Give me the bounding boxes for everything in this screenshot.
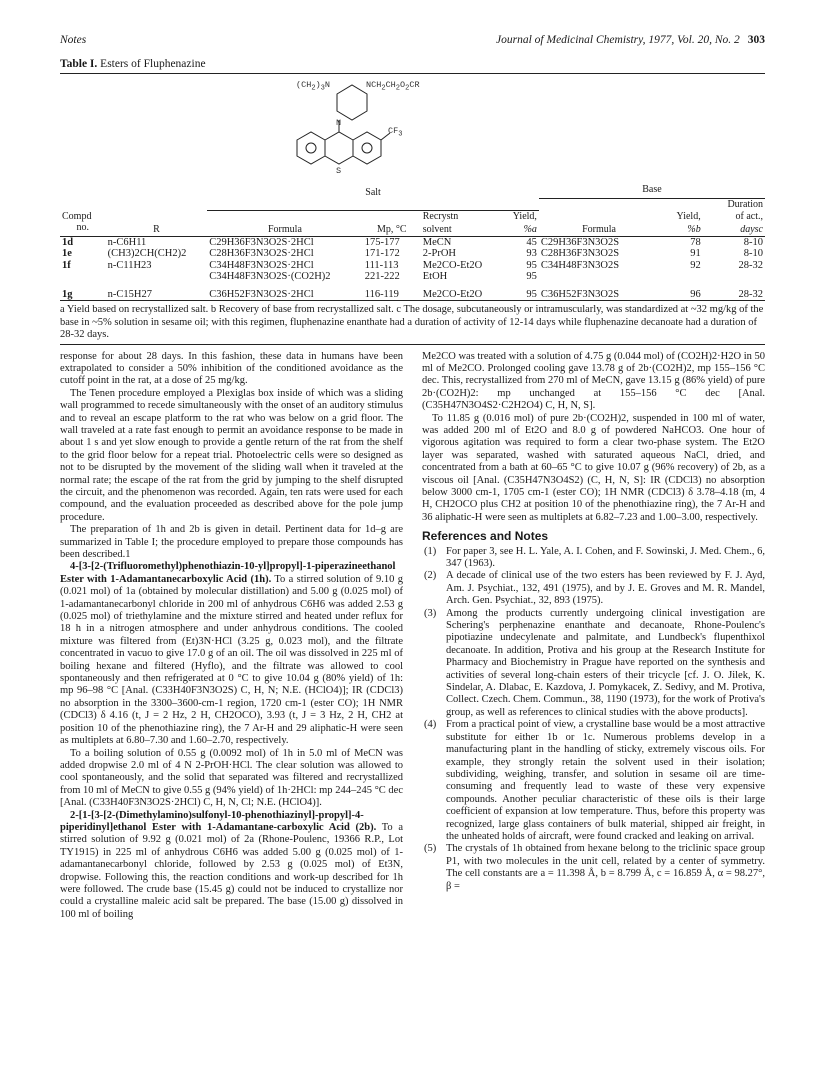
reference-text: From a practical point of view, a crystalline base would be a most attractive substitute for either 1b or 1c. Numerous problems develop in a manufacturing plant in the handling of sticky, extremely viscous oils. For example, they strongly retain the solvent used in their isolation; subdividing, weighing, transfer, and solution in sesame oil are time-consuming and frequently lead to waste of these very expensive compounds. Another peculiar characteristic of these oils is their large coefficient of expansion at low temperature. Thus, before this property was recognized, large glass containers of bulk material, shipped air freight, in the unheated holds of aircraft, were found cracked and leaking on arrival. (446, 719, 765, 842)
header-section: Notes (60, 34, 87, 46)
header-recrystn: Recrystn (422, 210, 459, 222)
structure-drawing (260, 80, 460, 184)
table-body (60, 236, 765, 300)
paragraph (422, 351, 765, 413)
cell-duration: 8-10 (743, 236, 763, 248)
cell-base-yield: 92 (690, 259, 701, 271)
cell-duration: 28-32 (738, 288, 763, 300)
cell-base-formula: C36H52F3N3O2S (540, 288, 620, 300)
structure-label-ester: $NCH_2CH_2O_2CR$ (366, 80, 420, 93)
table-footnote-rule (60, 344, 765, 345)
reference-item (422, 570, 765, 607)
paragraph (60, 351, 403, 388)
reference-item (422, 546, 765, 571)
cell-duration (703, 271, 765, 283)
paragraph-text: Me2CO was treated with a solution of 4.75 g (0.044 mol) of (CO2H)2·H2O in 50 ml of Me2CO. Prolonged cooling gave 13.78 g of 2b·(CO2H)2, mp 155–156 °C dec. This, recrystallized from 270 ml of MeCN, gave 13.15 g (86% yield) of pure 2b·(CO2H)2: mp unchanged at 155–156 °C dec [Anal. (C35H47N3O4S2·C2H2O4) C, H, N, S]. (422, 350, 765, 412)
reference-item (422, 843, 765, 893)
cell-r (106, 271, 208, 283)
reference-number: (4) (424, 719, 437, 731)
cell-mp: 171-172 (364, 248, 400, 259)
page-number: 303 (747, 34, 765, 46)
structure-label-chain: $(CH_2)_3N$ (296, 80, 331, 93)
paragraph-text: To a stirred solution of 9.92 g (0.021 mol) of 2a (Rhone-Poulenc, 19366 R.P., Lot TY1915) in 225 ml of anhydrous C6H6 was added 5.00 g (0.025 mol) of 1-adamantanecarbonyl chloride, followed by 2.53 g (0.025 mol) of Et3N, dropwise. Following this, the reaction conditions and work-up described for 1h were followed. The crude base (15.45 g) could not be induced to crystallize nor could a crystalline maleic acid salt be prepared. The base (15.00 g) dissolved in 100 ml of boiling (60, 821, 404, 920)
header-solvent: solvent (422, 224, 452, 235)
reference-item (422, 719, 765, 843)
paragraph (60, 524, 403, 561)
reference-text: The crystals of 1h obtained from hexane belong to the triclinic space group P1, with two molecules in the unit cell, related by a center of symmetry. The cell constants are a = 11.398 Å, b = 8.799 Å, c = 16.859 Å, α = 98.27°, β = (446, 843, 765, 892)
chemical-structure (60, 74, 765, 184)
table-header-row-2 (60, 222, 765, 236)
table-row (60, 260, 765, 272)
reference-text: A decade of clinical use of the two esters has been reviewed by F. J. Ayd, Am. J. Psychiat., 132, 491 (1975), and by J. E. Groves and M. R. Mandel, Arch. Gen. Psychiat., 32, 893 (1975). (446, 570, 765, 607)
paragraph-text: response for about 28 days. In this fashion, these data in humans have been extrapolated to consider a 50% inhibition of the conditioned avoidance as the cutoff point in the rat, at a dose of 25 mg/kg. (60, 350, 403, 387)
cell-yield: 45 (526, 236, 537, 248)
cell-duration: 8-10 (743, 248, 763, 259)
header-duration: Duration (727, 198, 763, 210)
cell-base-yield: 78 (690, 236, 701, 248)
cell-no: 1d (62, 236, 74, 248)
references-heading: References and Notes (422, 529, 549, 544)
header-journal: Journal of Medicinal Chemistry, 1977, Vol. 20, No. 2 303 (496, 34, 765, 46)
structure-label-n: N (336, 118, 342, 128)
cell-no: 1f (62, 259, 71, 271)
reference-item (422, 608, 765, 720)
references-list (422, 546, 765, 893)
cell-formula: C29H36F3N3O2S·2HCl (209, 236, 314, 248)
paragraph (60, 561, 403, 747)
header-base-yield: Yield, (676, 210, 701, 222)
header-yield-pct: %a (523, 224, 537, 235)
cell-no: 1e (62, 248, 72, 259)
cell-formula: C28H36F3N3O2S·2HCl (209, 248, 314, 259)
table-row (60, 283, 765, 301)
header-compd: Compd (62, 210, 92, 222)
page (60, 34, 765, 921)
cell-formula: C34H48F3N3O2S·(CO2H)2 (209, 271, 331, 282)
cell-r: n-C15H27 (107, 288, 152, 300)
table-title: Esters of Fluphenazine (100, 58, 206, 70)
cell-duration: 28-32 (738, 259, 763, 271)
reference-number: (1) (424, 545, 437, 557)
table-row (60, 248, 765, 260)
paragraph-heading: 2-[1-[3-[2-(Dimethylamino)sulfonyl-10-phenothiazinyl]-propyl]-4-piperidinyl]ethanol Ester with 1-Adamantane-carboxylic Acid (2b). (60, 809, 377, 833)
structure-label-cf3: $CF_3$ (388, 126, 403, 139)
header-mp: Mp, °C (376, 224, 407, 235)
paragraph-text: To a boiling solution of 0.55 g (0.0092 mol) of 1h in 5.0 ml of MeCN was added dropwise 2.0 ml of 4 N 2-PrOH·HCl. The clear solution was allowed to cool spontaneously, and the solid that separated was filtered and recrystallized from 10 ml of MeCN to give 0.55 g (94% yield) of 1h·2HCl: mp 244–245 °C dec [Anal. (C33H40F3N3O2S·2HCl) C, H, N, Cl; N.E. (HClO4)]. (60, 747, 403, 809)
cell-base-yield (659, 271, 703, 283)
table-label: Table I. (60, 58, 98, 70)
cell-r: n-C11H23 (107, 259, 152, 271)
group-salt: Salt (365, 186, 381, 198)
cell-yield: 93 (526, 248, 537, 259)
paragraph-text: The Tenen procedure employed a Plexiglas box inside of which was a sliding wall programmed to recede simultaneously with the onset of an auditory stimulus and to reveal an escape platform to the rat who was below on a grid floor. The wall traveled at a rate fast enough to permit an avoidance response to be made in about 1 s and yet slow enough to provide a gentle return of the rat from the shelf to the grid floor below for a repeat trial. Photoelectric cells were so designed as not to be disrupted by the movement of the sliding wall when it traveled at the normal rate; the escape of the rat from the grid by jumping to the shelf disrupted the circuit, and the phenomenon was recorded. Again, ten rats were used for each compound, and the evaluation proceeded as described above for the pole jump procedure. (60, 387, 403, 523)
header-yield: Yield, (512, 210, 537, 222)
paragraph-heading: 4-[3-[2-(Trifluoromethyl)phenothiazin-10-yl]propyl]-1-piperazineethanol Ester with 1-Adamantanecarboxylic Acid (1h). (60, 561, 396, 585)
table-footnote: a Yield based on recrystallized salt. b Recovery of base from recrystallized salt. c The dosage, subcutaneously or intramuscularly, was standardized at ~32 mg/kg of the base in ~5% solution in sesame oil; with this regimen, fluphenazine enanthate had a duration of activity of 12-14 days while fluphenazine decanoate had a duration of 28-32 days. (60, 304, 764, 340)
table-row (60, 236, 765, 248)
body-columns (60, 351, 765, 922)
table-bottom-rule (60, 300, 765, 301)
structure-label-s: S (336, 166, 342, 176)
paragraph-text: The preparation of 1h and 2b is given in detail. Pertinent data for 1d–g are summarized in Table I; the procedure employed to prepare those compounds has been described.1 (60, 524, 403, 560)
table-row (60, 271, 765, 283)
running-header (60, 34, 765, 46)
cell-no (60, 271, 106, 283)
cell-mp: 175-177 (364, 236, 400, 248)
cell-base-formula: C34H48F3N3O2S (540, 259, 620, 271)
header-r: R (153, 224, 160, 235)
cell-r: (CH3)2CH(CH2)2 (107, 248, 187, 259)
reference-number: (5) (424, 843, 437, 855)
reference-text: For paper 3, see H. L. Yale, A. I. Cohen, and F. Sowinski, J. Med. Chem., 6, 347 (1963). (446, 545, 765, 569)
cell-mp: 116-119 (364, 288, 399, 300)
reference-number: (3) (424, 607, 437, 619)
reference-number: (2) (424, 570, 437, 582)
left-column (60, 351, 403, 922)
header-of-act: of act., (735, 210, 763, 222)
table-header-row-1 (60, 210, 765, 222)
cell-solvent: EtOH (422, 271, 448, 282)
header-no: no. (76, 222, 90, 233)
cell-yield: 95 (526, 259, 537, 271)
paragraph (60, 748, 403, 810)
group-base: Base (539, 184, 765, 198)
cell-base-yield: 96 (690, 288, 701, 300)
header-base-formula: Formula (582, 224, 616, 235)
paragraph-text: To a stirred solution of 9.10 g (0.021 mol) of 1a (obtained by molecular distillation) and 5.00 g (0.025 mol) of 1-adamantanecarbonyl chloride in 200 ml of anhydrous C6H6 was added 2.53 g (0.025 mol) of triethylamine and the mixture stirred and heated under reflux for 18 h in a nitrogen atmosphere and under anhydrous conditions. The cooled mixture was filtered from (Et)3N·HCl (3.25 g, 0.023 mol), and the filtrate concentrated in vacuo to give 17.0 g of an oil. The oil was dissolved in 225 ml of boiling hexane and filtered (Hyflo), and the filtrate was allowed to cool spontaneously and then refrigerated at 0 °C to give 10.04 g (80% yield) of 1h: mp 96–98 °C [Anal. (C33H40F3N3O2S) C, H, N; N.E. (HClO4)]; IR (CDCl3) no absorption in the 3300–3600-cm-1 region, 1720 cm-1 (ester CO); 1H NMR (CDCl3) δ 4.16 (t, J = 2 Hz, 2 H, CH2OCO), 3.93 (t, J = 3 Hz, 2 H, CH2 at position 10 of the phenothiazine ring), the 7 Ar-H and 29 aliphatic-H were seen as multiplets at 6.80–7.30 and 1.60–2.70, respectively. (60, 573, 404, 747)
paragraph (422, 413, 765, 525)
cell-mp: 111-113 (364, 259, 399, 271)
cell-formula: C34H48F3N3O2S·2HCl (209, 259, 314, 271)
cell-mp: 221-222 (364, 271, 400, 282)
right-column (422, 351, 765, 922)
cell-base-formula (539, 271, 659, 283)
cell-base-formula: C28H36F3N3O2S (540, 248, 620, 259)
cell-r: n-C6H11 (107, 236, 147, 248)
paragraph-text: To 11.85 g (0.016 mol) of pure 2b·(CO2H)2, suspended in 100 ml of water, was added 200 ml of Et2O and 8.0 g of powdered NaHCO3. One hour of vigorous agitation was required to form a clear two-phase system. The Et2O layer was separated, washed with saturated aqueous NaCl, dried, and concentrated from a bath at 60–65 °C to give 10.07 g (96% recovery) of 2b, as a viscous oil [Anal. (C35H47N3O4S2) (C, H, N, S]: IR (CDCl3) no absorption below 3000 cm-1, 1705 cm-1 (ester CO); 1H NMR (CDCl3) δ 3.78–4.18 (m, 4 H, CH2OCO plus CH2 at position 10 of the phenothiazine ring), the 7 Ar-H and 36 aliphatic-H were seen as multiplets at 6.82–7.23 and 1.00–3.00, respectively. (422, 412, 765, 523)
cell-solvent: Me2CO-Et2O (422, 288, 483, 300)
header-days: daysc (740, 224, 763, 235)
paragraph (60, 810, 403, 922)
cell-formula: C36H52F3N3O2S·2HCl (209, 288, 314, 300)
paragraph (60, 388, 403, 524)
reference-text: Among the products currently undergoing clinical investigation are Schering's perphenazine enanthate and decanoate, Rhone-Poulenc's pipotiazine undecylenate and palmitate, and Lundbeck's flupenthixol decanoate. In addition, Protiva and his group at the Research Institute for Pharmacy and Biochemistry in Prague have reported on the synthesis and activities of several long-chain esters of their tricycle [cf. J. O. Jilek, K. Sindelar, A. Dlabac, E. Kazdova, J. Pomykacek, Z. Sedivy, and M. Protiva, Collect. Czech. Chem. Commun., 38, 1190 (1973), for the work of Protiva's group, as well as references to clinical studies with the above products]. (446, 607, 765, 718)
table-caption (60, 58, 765, 70)
cell-solvent: 2-PrOH (422, 248, 456, 259)
cell-no: 1g (62, 288, 73, 300)
header-base-yield-pct: %b (687, 224, 701, 235)
cell-solvent: MeCN (422, 236, 452, 248)
header-formula: Formula (268, 224, 302, 235)
cell-yield: 95 (526, 271, 537, 282)
cell-yield: 95 (526, 288, 537, 300)
cell-base-yield: 91 (690, 248, 701, 259)
table-group-row (60, 184, 765, 198)
esters-table (60, 184, 765, 300)
cell-solvent: Me2CO-Et2O (422, 259, 483, 271)
cell-base-formula: C29H36F3N3O2S (540, 236, 620, 248)
